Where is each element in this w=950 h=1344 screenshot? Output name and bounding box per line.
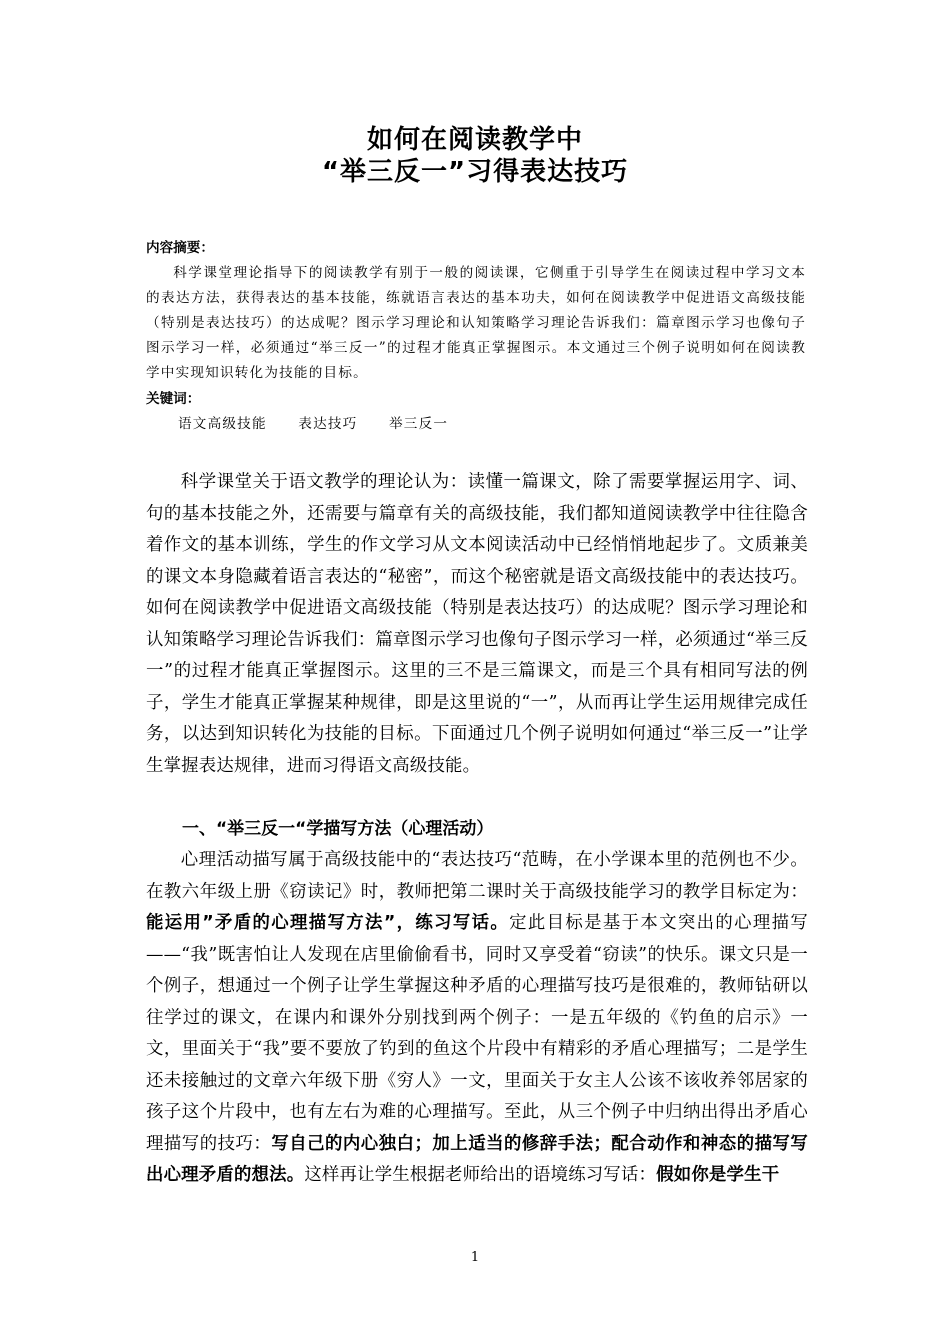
abstract-label-text: 内容摘要： [146, 240, 214, 256]
abstract-label [146, 236, 806, 261]
section-1-paragraph [146, 845, 808, 1192]
keyword-item: 表达技巧 [298, 416, 358, 432]
teaching-goal: 能运用”矛盾的心理描写方法”，练习写话。 [146, 913, 510, 933]
title-line-1: 如何在阅读教学中 [366, 125, 583, 155]
title-line-2: “举三反一”习得表达技巧 [321, 157, 629, 187]
section-1-heading: 一、“举三反一“学描写方法（心理活动） [182, 819, 494, 839]
keywords-list [178, 414, 474, 434]
page-number: 1 [470, 1250, 480, 1265]
keyword-item: 举三反一 [389, 416, 449, 432]
intro-paragraph: 科学课堂关于语文教学的理论认为：读懂一篇课文，除了需要掌握运用字、词、句的基本技能之外，还需要与篇章有关的高级技能，我们都知道阅读教学中往往隐含着作文的基本训练，学生的作文学习从文本阅读活动中已经悄悄地起步了。文质兼美的课文本身隐藏着语言表达的“秘密”，而这个秘密就是语文高级技能中的表达技巧。如何在阅读教学中促进语文高级技能（特别是表达技巧）的达成呢？图示学习理论和认知策略学习理论告诉我们：篇章图示学习也像句子图示学习一样，必须通过“举三反一”的过程才能真正掌握图示。这里的三不是三篇课文，而是三个具有相同写法的例子，学生才能真正掌握某种规律，即是这里说的“一”，从而再让学生运用规律完成任务，以达到知识转化为技能的目标。下面通过几个例子说明如何通过“举三反一”让学生掌握表达规律，进而习得语文高级技能。 [146, 472, 808, 776]
section-1-text-mid: 定此目标是基于本文突出的心理描写——“我”既害怕让人发现在店里偷偷看书，同时又享受着“窃读”的快乐。课文只是一个例子，想通过一个例子让学生掌握这种矛盾的心理描写技巧是很难的，教师钻研以往学过的课文，在课内和课外分别找到两个例子：一是五年级的《钓鱼的启示》一文，里面关于“我”要不要放了钓到的鱼这个片段中有精彩的矛盾心理描写；二是学生还未接触过的文章六年级下册《穷人》一文，里面关于女主人公该不该收养邻居家的孩子这个片段中，也有左右为难的心理描写。至此，从三个例子中归纳出得出矛盾心理描写的技巧： [146, 913, 808, 1154]
writing-skills: 写自己的内心独白；加上适当的修辞手法；配合动作和神态的描写写出心理矛盾的想法。 [146, 1133, 808, 1185]
keywords-label [146, 387, 806, 412]
writing-prompt: 假如你是学生干 [656, 1165, 780, 1185]
section-1-text-start: 心理活动描写属于高级技能中的“表达技巧“范畴，在小学课本里的范例也不少。在教六年级上册《窃读记》时，教师把第二课时关于高级技能学习的教学目标定为： [146, 850, 808, 902]
keyword-item: 语文高级技能 [178, 416, 267, 432]
section-1-text-end: 这样再让学生根据老师给出的语境练习写话： [304, 1165, 657, 1185]
keywords-label-text: 关键词： [146, 391, 201, 407]
abstract-text: 科学课堂理论指导下的阅读教学有别于一般的阅读课，它侧重于引导学生在阅读过程中学习文本的表达方法，获得表达的基本技能，练就语言表达的基本功夫，如何在阅读教学中促进语文高级技能（特别是表达技巧）的达成呢？图示学习理论和认知策略学习理论告诉我们：篇章图示学习也像句子图示学习一样，必须通过“举三反一”的过程才能真正掌握图示。本文通过三个例子说明如何在阅读教学中实现知识转化为技能的目标。 [146, 265, 806, 381]
